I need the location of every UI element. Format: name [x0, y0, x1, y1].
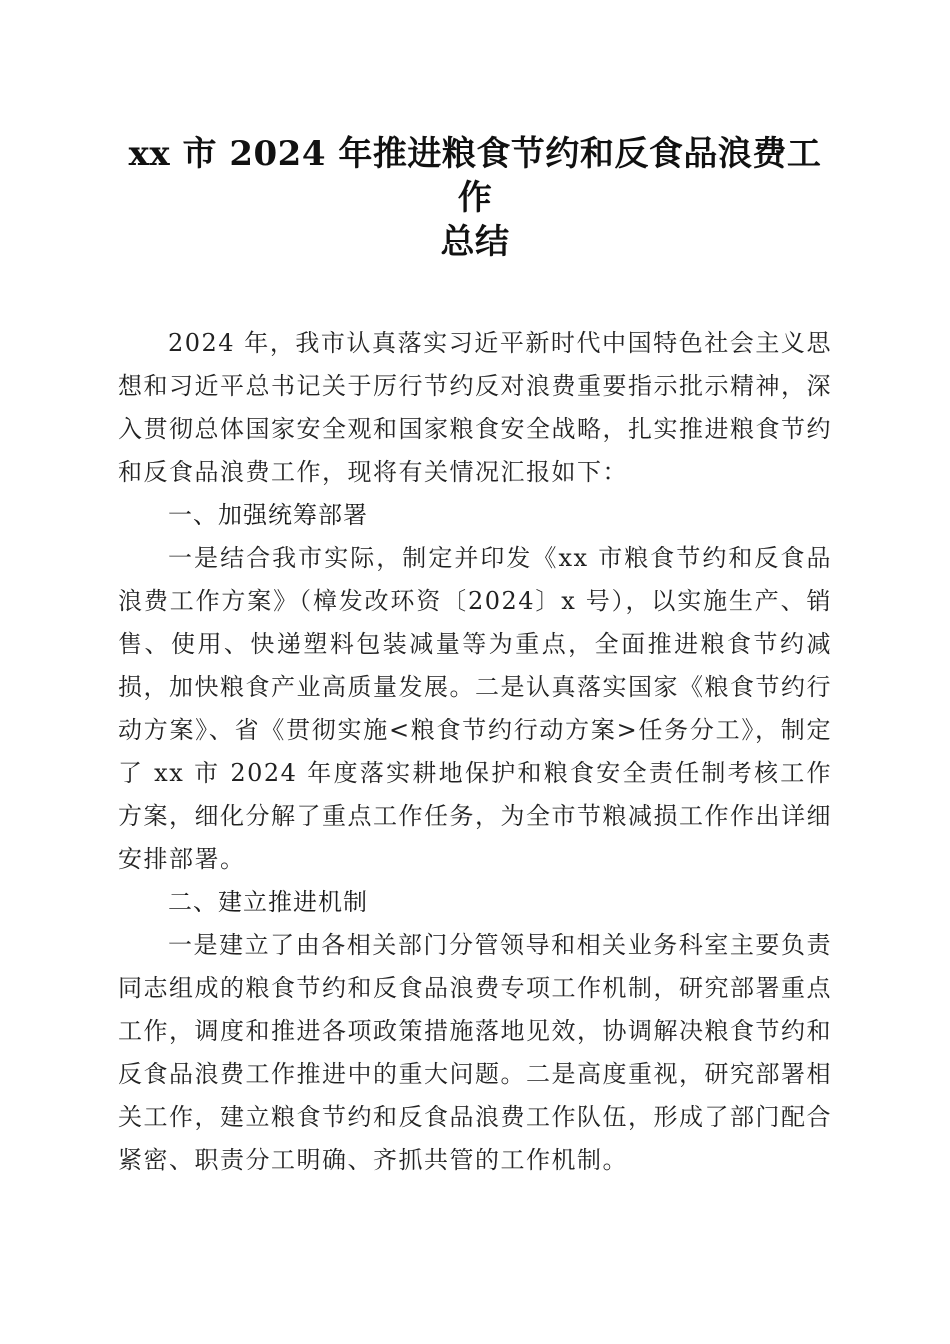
document-page [118, 132, 832, 1182]
document-title [118, 132, 832, 264]
section-heading-1: 一、加强统筹部署 [168, 501, 368, 529]
title-line-1: xx 市 2024 年推进粮食节约和反食品浪费工作 [128, 134, 822, 218]
section-body-1: 一是结合我市实际，制定并印发《xx 市粮食节约和反食品浪费工作方案》（樟发改环资〔2024〕x 号），以实施生产、销售、使用、快递塑料包装减量等为重点，全面推进粮食节约减损，加快粮食产业高质量发展。二是认真落实国家《粮食节约行动方案》、省《贯彻实施<粮食节约行动方案>任务分工》，制定了 xx 市 2024 年度落实耕地保护和粮食安全责任制考核工作方案，细化分解了重点工作任务，为全市节粮减损工作作出详细安排部署。 [118, 544, 832, 873]
intro-paragraph: 2024 年，我市认真落实习近平新时代中国特色社会主义思想和习近平总书记关于厉行节约反对浪费重要指示批示精神，深入贯彻总体国家安全观和国家粮食安全战略，扎实推进粮食节约和反食品浪费工作，现将有关情况汇报如下： [118, 329, 832, 486]
title-line-2: 总结 [440, 222, 510, 262]
document-body [118, 322, 832, 1182]
section-heading-2: 二、建立推进机制 [168, 888, 368, 916]
section-body-2: 一是建立了由各相关部门分管领导和相关业务科室主要负责同志组成的粮食节约和反食品浪费专项工作机制，研究部署重点工作，调度和推进各项政策措施落地见效，协调解决粮食节约和反食品浪费工作推进中的重大问题。二是高度重视，研究部署相关工作，建立粮食节约和反食品浪费工作队伍，形成了部门配合紧密、职责分工明确、齐抓共管的工作机制。 [118, 931, 832, 1174]
